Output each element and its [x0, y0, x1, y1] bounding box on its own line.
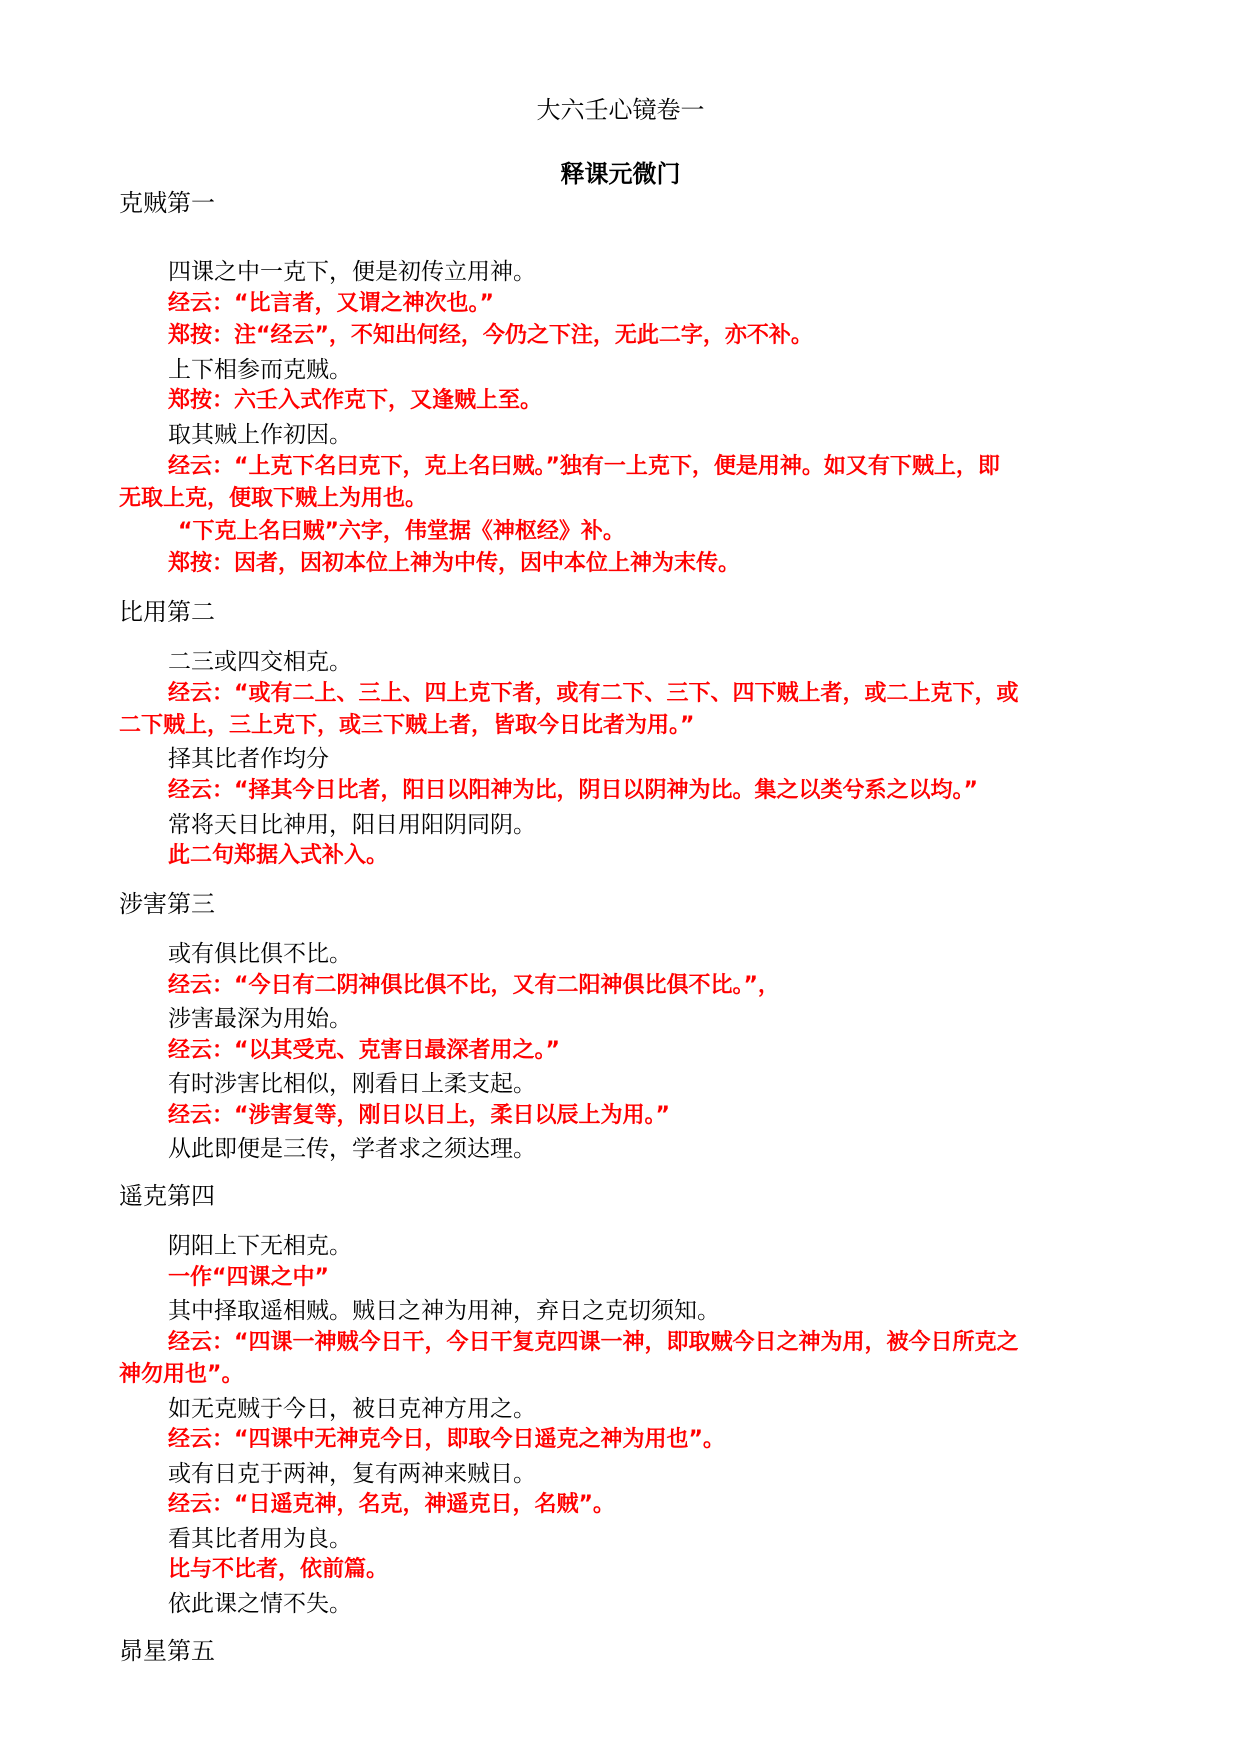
commentary-line: 郑按：六壬入式作克下，又逢贼上至。 — [168, 388, 543, 413]
commentary-line: 郑按：因者，因初本位上神为中传，因中本位上神为末传。 — [168, 551, 741, 576]
verse-line: 常将天日比神用，阳日用阳阴同阴。 — [168, 812, 536, 838]
verse-line: 依此课之情不失。 — [168, 1591, 352, 1617]
commentary-line: 经云：“日遥克神，名克，神遥克日，名贼”。 — [168, 1492, 615, 1517]
commentary-line: 经云：“涉害复等，刚日以日上，柔日以辰上为用。” — [168, 1103, 670, 1128]
commentary-line: 经云：“上克下名曰克下，克上名曰贼。”独有一上克下，便是用神。如又有下贼上，即 — [168, 454, 1000, 479]
verse-line: 阴阳上下无相克。 — [168, 1233, 352, 1259]
commentary-line: “下克上名曰贼”六字，伟堂据《神枢经》补。 — [178, 519, 625, 544]
commentary-line: 经云：“四课一神贼今日干，今日干复克四课一神，即取贼今日之神为用，被今日所克之 — [168, 1330, 1019, 1355]
commentary-line: 经云：“择其今日比者，阳日以阳神为比，阴日以阴神为比。集之以类兮系之以均。” — [168, 778, 978, 803]
verse-line: 二三或四交相克。 — [168, 649, 352, 675]
verse-line: 四课之中一克下，便是初传立用神。 — [168, 259, 536, 285]
chapter-subtitle: 释课元微门 — [560, 159, 681, 188]
commentary-line: 经云：“或有二上、三上、四上克下者，或有二下、三下、四下贼上者，或二上克下，或 — [168, 681, 1019, 706]
verse-line: 取其贼上作初因。 — [168, 422, 352, 448]
verse-line: 有时涉害比相似，刚看日上柔支起。 — [168, 1071, 536, 1097]
verse-line: 或有日克于两神，复有两神来贼日。 — [168, 1461, 536, 1487]
section-heading: 克贼第一 — [119, 189, 215, 217]
verse-line: 从此即便是三传，学者求之须达理。 — [168, 1136, 536, 1162]
section-heading: 比用第二 — [119, 598, 215, 626]
verse-line: 其中择取遥相贼。贼日之神为用神，弃日之克切须知。 — [168, 1298, 720, 1324]
verse-line: 上下相参而克贼。 — [168, 357, 352, 383]
commentary-line: 经云：“比言者，又谓之神次也。” — [168, 291, 494, 316]
commentary-line: 经云：“四课中无神克今日，即取今日遥克之神为用也”。 — [168, 1427, 725, 1452]
verse-line: 如无克贼于今日，被日克神方用之。 — [168, 1396, 536, 1422]
verse-line: 或有俱比俱不比。 — [168, 941, 352, 967]
commentary-line: 经云：“今日有二阴神俱比俱不比，又有二阳神俱比俱不比。”， — [168, 973, 780, 998]
commentary-line: 经云：“以其受克、克害日最深者用之。” — [168, 1038, 560, 1063]
document-title: 大六壬心镜卷一 — [536, 96, 705, 124]
commentary-line: 一作“四课之中” — [168, 1265, 329, 1290]
verse-line: 看其比者用为良。 — [168, 1526, 352, 1552]
section-heading: 遥克第四 — [119, 1182, 215, 1210]
verse-line: 择其比者作均分 — [168, 746, 329, 772]
commentary-line: 神勿用也”。 — [119, 1362, 244, 1387]
section-heading: 昴星第五 — [119, 1637, 215, 1665]
commentary-line: 此二句郑据入式补入。 — [168, 843, 389, 868]
commentary-line: 无取上克，便取下贼上为用也。 — [119, 486, 428, 511]
verse-line: 涉害最深为用始。 — [168, 1006, 352, 1032]
commentary-line: 二下贼上，三上克下，或三下贼上者，皆取今日比者为用。” — [119, 713, 695, 738]
commentary-line: 比与不比者，依前篇。 — [168, 1557, 389, 1582]
commentary-line: 郑按：注“经云”，不知出何经，今仍之下注，无此二字，亦不补。 — [168, 323, 813, 348]
section-heading: 涉害第三 — [119, 890, 215, 918]
